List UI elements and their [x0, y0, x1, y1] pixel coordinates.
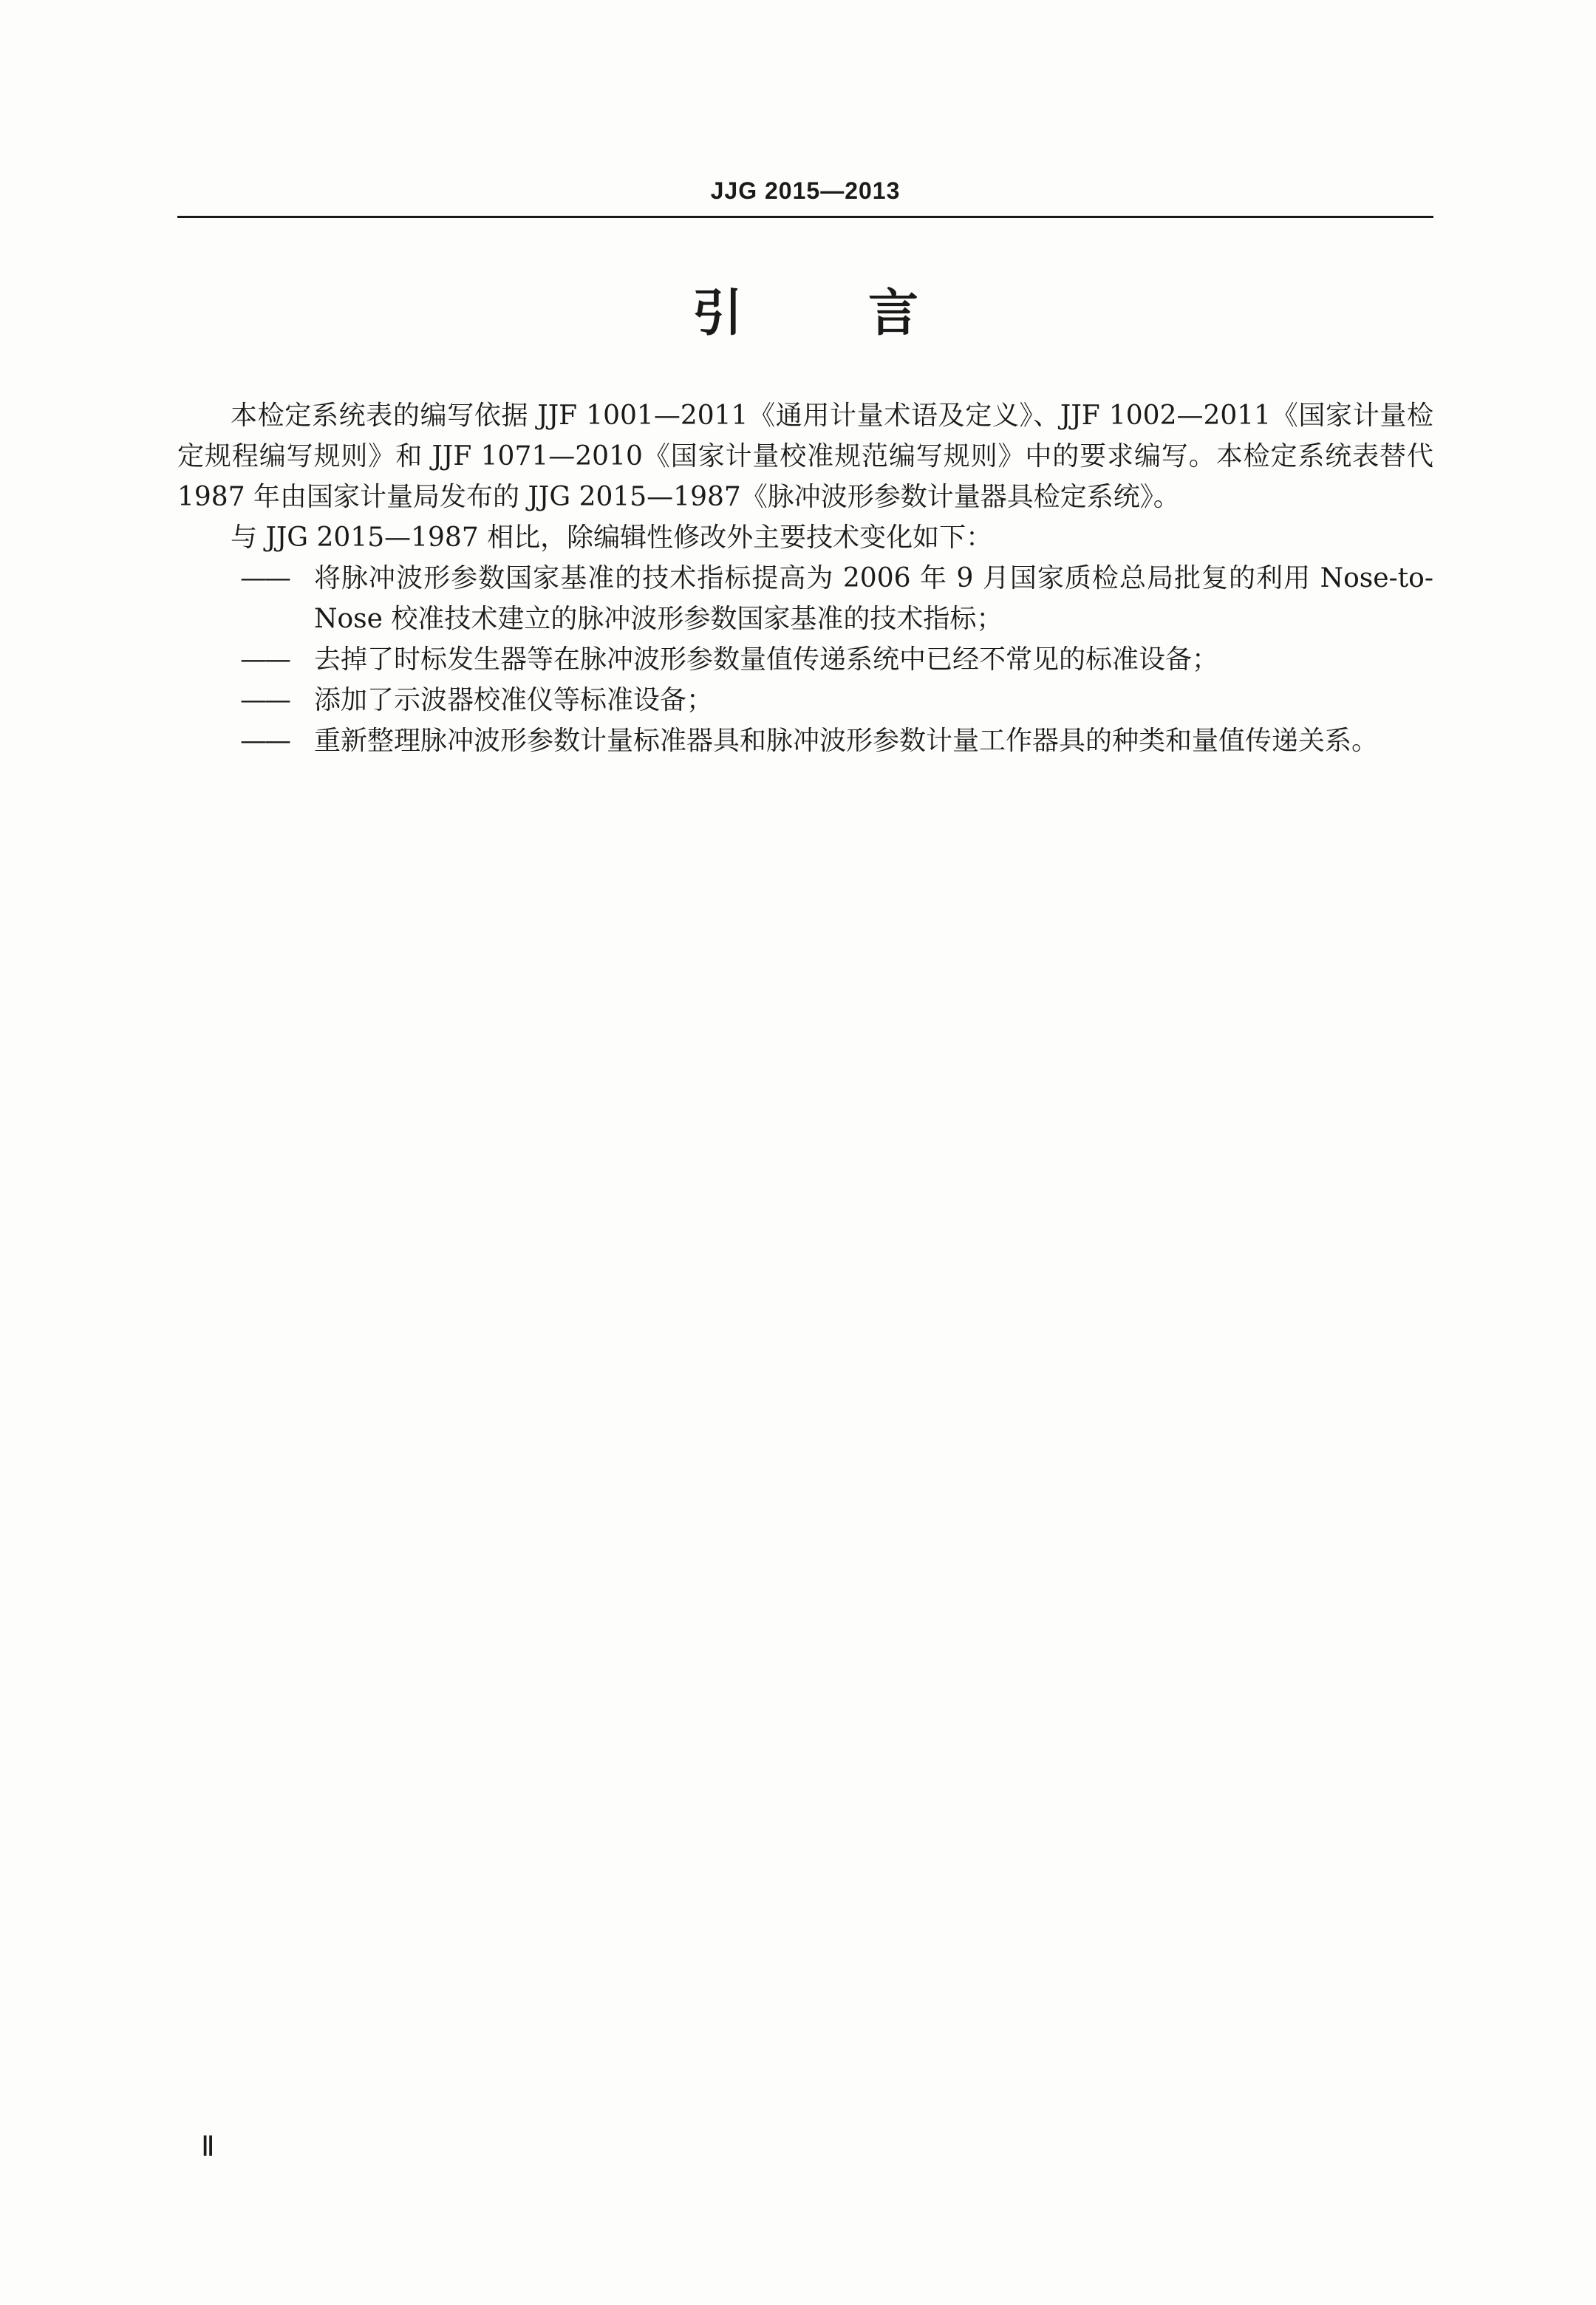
change-item-text: 去掉了时标发生器等在脉冲波形参数量值传递系统中已经不常见的标准设备； — [314, 644, 1219, 675]
change-item — [177, 558, 1433, 639]
introduction-body — [177, 395, 1433, 761]
list-dash: —— — [240, 685, 289, 715]
page-title — [177, 285, 1433, 344]
title-char-1: 引 — [692, 285, 743, 343]
running-header-standard-code: JJG 2015—2013 — [710, 177, 901, 204]
title-char-2: 言 — [868, 285, 919, 343]
header-rule — [177, 216, 1433, 218]
change-item-text: 将脉冲波形参数国家基准的技术指标提高为 2006 年 9 月国家质检总局批复的利用 Nose-to-Nose 校准技术建立的脉冲波形参数国家基准的技术指标； — [314, 563, 1433, 634]
change-item-text: 添加了示波器校准仪等标准设备； — [314, 685, 714, 715]
paragraph-changes-intro: 与 JJG 2015—1987 相比，除编辑性修改外主要技术变化如下： — [231, 522, 993, 553]
list-dash: —— — [240, 563, 289, 593]
list-dash: —— — [240, 726, 289, 756]
paragraph-basis: 本检定系统表的编写依据 JJF 1001—2011《通用计量术语及定义》、JJF 1002—2011《国家计量检定规程编写规则》和 JJF 1071—2010《国家计量校准规范编写规则》中的要求编写。本检定系统表替代 1987 年由国家计量局发布的 JJG 2015—1987《脉冲波形参数计量器具检定系统》。 — [177, 401, 1433, 512]
change-item — [177, 721, 1433, 761]
change-item-text: 重新整理脉冲波形参数计量标准器具和脉冲波形参数计量工作器具的种类和量值传递关系。 — [314, 726, 1379, 756]
list-dash: —— — [240, 644, 289, 675]
change-item — [177, 680, 1433, 721]
page-number: Ⅱ — [201, 2131, 215, 2162]
change-item — [177, 639, 1433, 680]
